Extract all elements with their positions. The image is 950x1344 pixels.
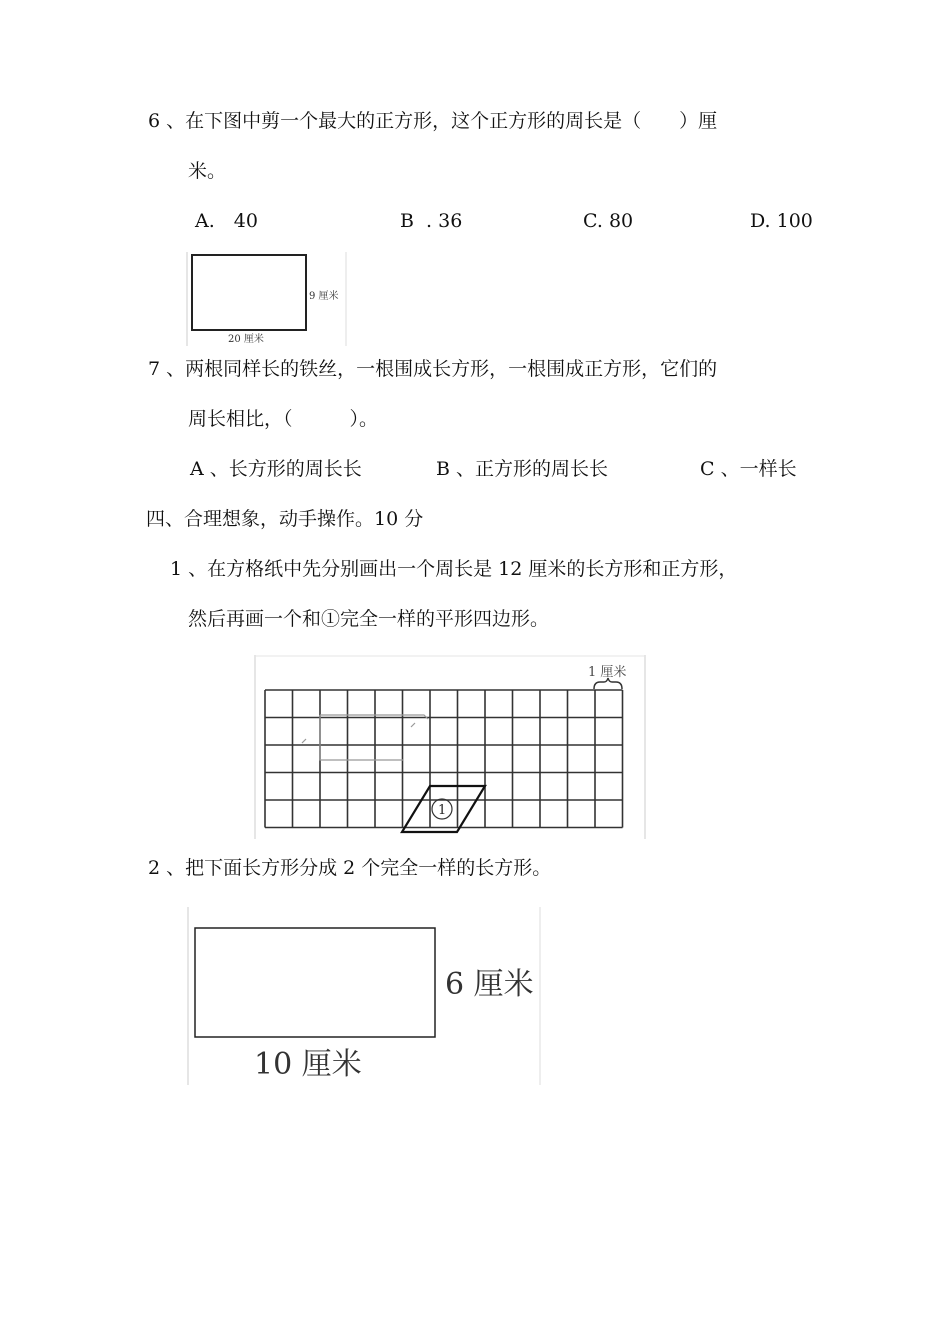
q7-text-line2: 周长相比，（ ）。 — [188, 408, 379, 430]
unit-label: 1 厘米 — [588, 665, 627, 680]
grid-paper-figure — [254, 655, 648, 839]
faint-sketch — [302, 715, 428, 760]
q6-rectangle-figure — [186, 252, 350, 346]
q6-option-d: D. 100 — [750, 210, 813, 232]
task2-rectangle-figure — [186, 907, 544, 1085]
q7-option-c: C 、一样长 — [700, 458, 797, 480]
q7-option-a: A 、长方形的周长长 — [190, 458, 362, 480]
section4-heading: 四、合理想象，动手操作。10 分 — [146, 508, 424, 530]
q6-width-label: 20 厘米 — [228, 334, 264, 345]
q7-text-line1: 7 、两根同样长的铁丝，一根围成长方形，一根围成正方形，它们的 — [148, 358, 718, 380]
q6-option-c: C. 80 — [583, 210, 634, 232]
q6-option-b: B . 36 — [400, 210, 463, 232]
q6-height-label: 9 厘米 — [309, 291, 339, 302]
task2-text: 2 、把下面长方形分成 2 个完全一样的长方形。 — [148, 857, 552, 879]
q7-option-b: B 、正方形的周长长 — [436, 458, 609, 480]
task2-width-label: 10 厘米 — [254, 1047, 362, 1082]
shape-number-label: 1 — [438, 803, 447, 818]
q6-option-a: A. 40 — [195, 210, 258, 232]
q6-text-line1: 6 、在下图中剪一个最大的正方形，这个正方形的周长是（ ）厘 — [148, 110, 718, 132]
q6-text-line2: 米。 — [188, 160, 227, 182]
q6-rectangle — [192, 255, 306, 330]
task2-height-label: 6 厘米 — [445, 967, 534, 1002]
task1-text-line1: 1 、在方格纸中先分别画出一个周长是 12 厘米的长方形和正方形， — [170, 558, 738, 580]
task1-text-line2: 然后再画一个和①完全一样的平形四边形。 — [188, 608, 550, 630]
task2-rectangle — [195, 928, 435, 1037]
